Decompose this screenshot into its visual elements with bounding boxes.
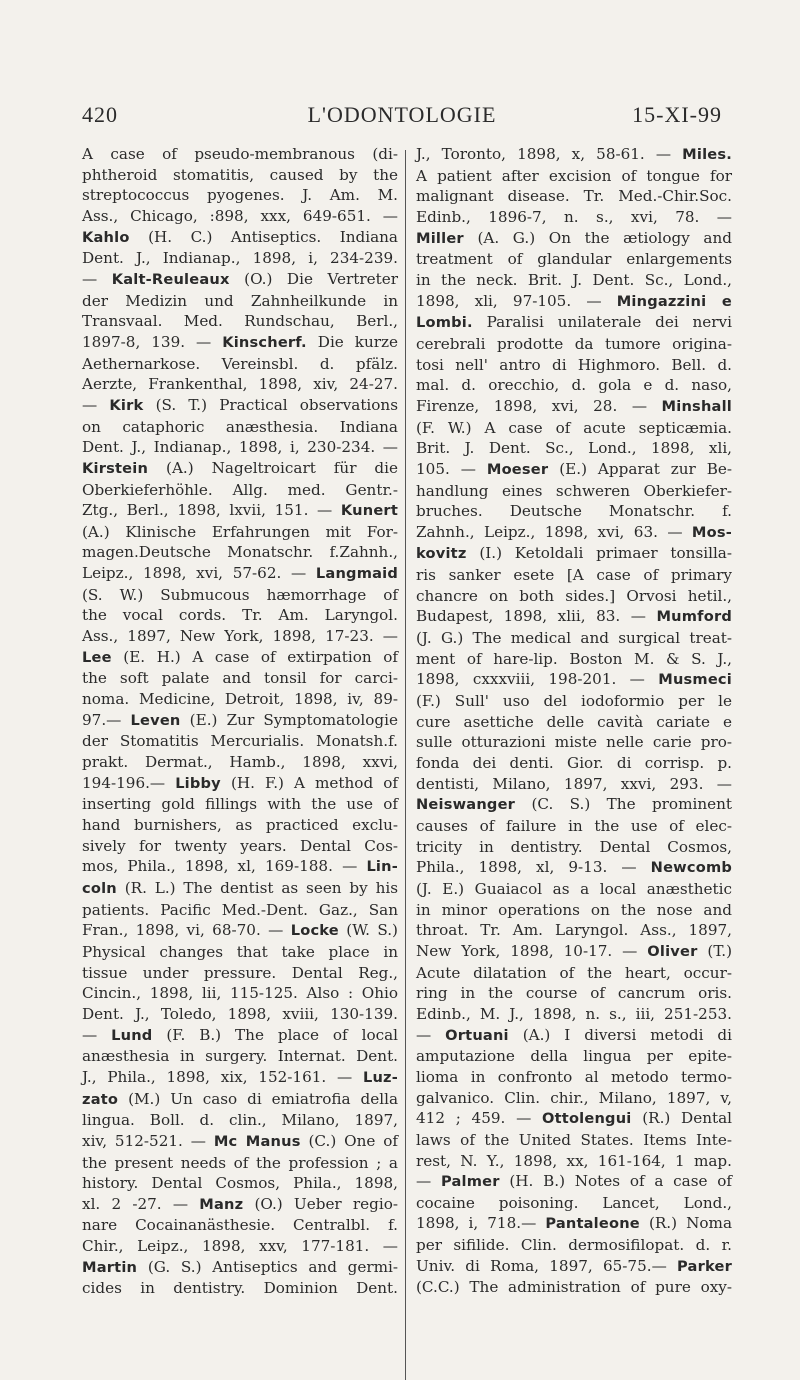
- text-line: [82, 480, 398, 501]
- text-line: [82, 1194, 398, 1216]
- line-text: (S. T.) Practical observations: [143, 395, 399, 414]
- text-line: [416, 396, 732, 418]
- text-line: [416, 565, 732, 586]
- line-text: Oberkieferhöhle. Allg. med. Gentr.-: [82, 480, 398, 499]
- text-line: [82, 227, 398, 249]
- author-name: Martin: [82, 1258, 138, 1276]
- line-text: —: [416, 1025, 446, 1044]
- text-line: [416, 228, 732, 250]
- line-text: ring in the course of cancrum oris.: [416, 984, 732, 1003]
- line-text: 105. —: [416, 459, 487, 478]
- author-name: Moeser: [486, 460, 549, 478]
- line-text: 97.—: [82, 710, 131, 729]
- text-line: [416, 249, 732, 270]
- text-line: [416, 753, 732, 774]
- text-line: [416, 1213, 732, 1235]
- text-line: [416, 501, 732, 522]
- left-column: [82, 144, 398, 1299]
- line-text: sively for twenty years. Dental Cos-: [82, 836, 398, 855]
- text-line: [416, 691, 732, 712]
- line-text: tosi nell' antro di Highmoro. Bell. d.: [416, 355, 732, 374]
- text-line: [82, 354, 398, 375]
- text-line: [82, 417, 398, 438]
- line-text: magen.Deutsche Monatschr. f.Zahnh.,: [82, 543, 398, 562]
- running-title: L'ODONTOLOGIE: [307, 102, 497, 127]
- line-text: amputazione della lingua per epite-: [416, 1047, 732, 1066]
- line-text: 1898, xli, 97-105. —: [416, 291, 617, 310]
- text-line: [416, 857, 732, 879]
- text-line: [82, 1257, 398, 1279]
- line-text: (R.) Noma: [639, 1214, 732, 1233]
- line-text: Firenze, 1898, xvi, 28. —: [416, 396, 662, 415]
- line-text: (O.) Die Vertreter: [229, 269, 398, 288]
- line-text: nare Cocainanästhesie. Centralbl. f.: [82, 1216, 398, 1235]
- text-line: [82, 1004, 398, 1025]
- author-name: Kirstein: [82, 459, 149, 477]
- text-line: [416, 649, 732, 670]
- line-text: (H. C.) Antiseptics. Indiana: [129, 227, 398, 246]
- line-text: Transvaal. Med. Rundschau, Berl.,: [82, 312, 398, 331]
- line-text: Brit. J. Dent. Sc., Lond., 1898, xli,: [416, 439, 732, 458]
- author-name: Manz: [199, 1195, 244, 1213]
- running-header: [82, 102, 722, 134]
- text-line: [82, 206, 398, 227]
- author-name: Palmer: [440, 1173, 500, 1191]
- text-line: [416, 144, 732, 166]
- line-text: anæsthesia in surgery. Internat. Dent.: [82, 1047, 398, 1066]
- line-text: malignant disease. Tr. Med.-Chir.Soc.: [416, 187, 732, 206]
- text-line: [416, 900, 732, 921]
- text-line: [82, 311, 398, 332]
- author-name: Kalt-Reuleaux: [111, 270, 230, 288]
- text-line: [82, 605, 398, 626]
- line-text: (C. S.) The prominent: [515, 795, 732, 814]
- text-line: [416, 1004, 732, 1025]
- author-name: Lombi.: [416, 314, 473, 332]
- line-text: patients. Pacific Med.-Dent. Gaz., San: [82, 900, 398, 919]
- text-line: [82, 144, 398, 165]
- line-text: Dent. J., Indianap., 1898, i, 230-234. —: [82, 438, 398, 457]
- line-text: ment of hare-lip. Boston M. & S. J.,: [416, 649, 732, 668]
- text-line: [416, 1256, 732, 1278]
- text-line: [416, 438, 732, 459]
- text-line: [416, 459, 732, 481]
- line-text: Dent. J., Indianap., 1898, i, 234-239.: [82, 249, 398, 268]
- line-text: Aethernarkose. Vereinsbl. d. pfälz.: [82, 354, 398, 373]
- author-name: Kinscherf.: [222, 333, 307, 351]
- line-text: Budapest, 1898, xlii, 83. —: [416, 607, 657, 626]
- text-line: [82, 900, 398, 921]
- text-line: [416, 186, 732, 207]
- line-text: J., Toronto, 1898, x, 58-61. —: [416, 145, 683, 163]
- author-name: coln: [82, 879, 117, 897]
- line-text: (G. S.) Antiseptics and germi-: [137, 1257, 398, 1276]
- text-line: [82, 563, 398, 585]
- right-column: [416, 144, 732, 1298]
- text-line: [416, 1025, 732, 1047]
- line-text: (C.) One of: [300, 1131, 398, 1150]
- line-text: the vocal cords. Tr. Am. Laryngol.: [82, 606, 398, 625]
- issue-date: 15-XI-99: [632, 102, 722, 127]
- text-line: [82, 710, 398, 732]
- line-text: (W. S.): [338, 921, 398, 940]
- line-text: (F. W.) A case of acute septicæmia.: [416, 418, 732, 437]
- line-text: 194-196.—: [82, 773, 176, 792]
- text-line: [82, 1215, 398, 1236]
- text-line: [416, 355, 732, 376]
- line-text: Acute dilatation of the heart, occur-: [416, 963, 732, 982]
- line-text: der Medizin und Zahnheilkunde in: [82, 291, 398, 310]
- text-line: [82, 542, 398, 563]
- line-text: Ass., Chicago, :898, xxx, 649-651. —: [82, 206, 398, 225]
- page-number: 420: [82, 102, 118, 127]
- line-text: (T.): [697, 941, 732, 960]
- author-name: Newcomb: [650, 859, 732, 877]
- author-name: Libby: [175, 774, 221, 792]
- text-line: [416, 1108, 732, 1130]
- author-name: Lund: [111, 1026, 153, 1044]
- text-line: [416, 1046, 732, 1067]
- line-text: bruches. Deutsche Monatschr. f.: [416, 502, 732, 521]
- author-name: Pantaleone: [545, 1215, 640, 1233]
- text-line: [416, 1088, 732, 1109]
- text-line: [82, 1131, 398, 1153]
- text-line: [416, 732, 732, 753]
- line-text: Phila., 1898, xl, 9-13. —: [416, 858, 651, 877]
- text-line: [416, 312, 732, 334]
- text-line: [82, 1025, 398, 1047]
- text-line: [416, 983, 732, 1004]
- line-text: lioma in confronto al metodo termo-: [416, 1067, 732, 1086]
- text-line: [82, 815, 398, 836]
- column-rule: [405, 150, 406, 1380]
- line-text: (O.) Ueber regio-: [243, 1194, 398, 1213]
- text-line: [82, 458, 398, 480]
- line-text: A patient after excision of tongue for: [416, 166, 732, 185]
- line-text: Edinb., M. J., 1898, n. s., iii, 251-253.: [416, 1004, 732, 1023]
- line-text: (H. B.) Notes of a case of: [499, 1172, 732, 1191]
- text-line: [416, 794, 732, 816]
- line-text: (H. F.) A method of: [220, 773, 398, 792]
- text-line: [416, 963, 732, 984]
- line-text: (E. H.) A case of extirpation of: [111, 647, 398, 666]
- line-text: the soft palate and tonsil for carci-: [82, 669, 398, 688]
- author-name: Musmeci: [658, 671, 732, 689]
- text-line: [416, 418, 732, 439]
- text-line: [82, 942, 398, 963]
- text-line: [82, 878, 398, 900]
- author-name: Miles.: [682, 146, 732, 163]
- text-line: [416, 270, 732, 291]
- line-text: (J. G.) The medical and surgical treat-: [416, 629, 732, 648]
- line-text: Die kurze: [306, 332, 398, 351]
- text-line: [416, 375, 732, 396]
- text-line: [82, 794, 398, 815]
- author-name: Oliver: [647, 942, 698, 960]
- line-text: in minor operations on the nose and: [416, 900, 732, 919]
- text-line: [416, 291, 732, 313]
- text-line: [82, 1089, 398, 1111]
- line-text: —: [82, 395, 110, 414]
- text-line: [82, 668, 398, 689]
- text-line: [82, 395, 398, 417]
- line-text: throat. Tr. Am. Laryngol. Ass., 1897,: [416, 921, 732, 940]
- line-text: xiv, 512-521. —: [82, 1131, 214, 1150]
- text-line: [82, 1046, 398, 1067]
- author-name: Luz-: [362, 1068, 398, 1086]
- text-line: [82, 332, 398, 354]
- text-line: [416, 628, 732, 649]
- text-line: [416, 1171, 732, 1193]
- line-text: (I.) Ketoldali primaer tonsilla-: [466, 544, 732, 563]
- text-line: [416, 712, 732, 733]
- line-text: cerebrali prodotte da tumore origina-: [416, 334, 732, 353]
- author-name: Ottolengui: [541, 1110, 632, 1128]
- line-text: (M.) Un caso di emiatrofia della: [118, 1089, 398, 1108]
- author-name: Ortuani: [445, 1026, 509, 1044]
- line-text: cure asettiche delle cavità cariate e: [416, 712, 732, 731]
- line-text: ris sanker esete [A case of primary: [416, 566, 732, 585]
- text-line: [416, 879, 732, 900]
- line-text: Ass., 1897, New York, 1898, 17-23. —: [82, 627, 398, 646]
- line-text: treatment of glandular enlargements: [416, 250, 732, 269]
- text-line: [82, 1153, 398, 1174]
- line-text: on cataphoric anæsthesia. Indiana: [82, 417, 398, 436]
- line-text: hand burnishers, as practiced exclu-: [82, 816, 398, 834]
- line-text: handlung eines schweren Oberkiefer-: [416, 481, 732, 500]
- text-line: [82, 585, 398, 606]
- line-text: (A.) Nageltroicart für die: [148, 458, 398, 477]
- line-text: Cincin., 1898, lii, 115-125. Also : Ohio: [82, 984, 398, 1003]
- text-line: [416, 774, 732, 795]
- text-line: [82, 731, 398, 752]
- text-line: [82, 920, 398, 942]
- text-line: [82, 752, 398, 773]
- author-name: Mc Manus: [213, 1132, 301, 1150]
- author-name: Leven: [130, 711, 181, 729]
- author-name: Mingazzini e: [616, 292, 732, 310]
- line-text: 1897-8, 139. —: [82, 332, 223, 351]
- author-name: Parker: [677, 1257, 732, 1275]
- text-line: [416, 816, 732, 837]
- line-text: cides in dentistry. Dominion Dent.: [82, 1279, 398, 1298]
- text-line: [82, 836, 398, 857]
- line-text: causes of failure in the use of elec-: [416, 817, 732, 835]
- text-line: [416, 1151, 732, 1172]
- line-text: chancre on both sides.] Orvosi hetil.,: [416, 586, 732, 605]
- text-line: [416, 941, 732, 963]
- line-text: (C.C.) The administration of pure oxy-: [416, 1278, 732, 1297]
- text-line: [82, 1173, 398, 1194]
- line-text: 1898, cxxxviii, 198-201. —: [416, 670, 659, 689]
- line-text: mos, Phila., 1898, xl, 169-188. —: [82, 857, 367, 876]
- text-line: [82, 689, 398, 710]
- author-name: Langmaid: [315, 565, 398, 583]
- line-text: tissue under pressure. Dental Reg.,: [82, 963, 398, 982]
- text-line: [82, 248, 398, 269]
- text-line: [416, 669, 732, 691]
- author-name: Mumford: [656, 608, 732, 626]
- text-line: [416, 1277, 732, 1298]
- line-text: —: [82, 269, 112, 288]
- text-line: [82, 185, 398, 206]
- author-name: Minshall: [661, 397, 732, 415]
- author-name: Miller: [416, 229, 464, 247]
- author-name: Lee: [82, 648, 112, 666]
- line-text: der Stomatitis Mercurialis. Monatsh.f.: [82, 732, 398, 751]
- line-text: mal. d. orecchio, d. gola e d. naso,: [416, 376, 732, 395]
- line-text: (A.) I diversi metodi di: [508, 1025, 732, 1044]
- text-line: [416, 1130, 732, 1151]
- text-line: [82, 374, 398, 395]
- author-name: Neiswanger: [416, 796, 516, 814]
- text-line: [82, 647, 398, 669]
- line-text: (R. L.) The dentist as seen by his: [116, 878, 398, 897]
- line-text: (A.) Klinische Erfahrungen mit For-: [82, 522, 398, 541]
- text-line: [82, 291, 398, 312]
- text-line: [416, 522, 732, 544]
- line-text: New York, 1898, 10-17. —: [416, 941, 648, 960]
- text-line: [416, 1235, 732, 1256]
- line-text: dentisti, Milano, 1897, xxvi, 293. —: [416, 774, 732, 793]
- text-line: [82, 269, 398, 291]
- line-text: streptococcus pyogenes. J. Am. M.: [82, 186, 398, 205]
- line-text: Univ. di Roma, 1897, 65-75.—: [416, 1256, 678, 1275]
- text-line: [416, 543, 732, 565]
- text-line: [82, 856, 398, 878]
- text-line: [416, 920, 732, 941]
- text-line: [82, 1067, 398, 1089]
- text-line: [82, 983, 398, 1004]
- line-text: Chir., Leipz., 1898, xxv, 177-181. —: [82, 1237, 398, 1256]
- line-text: (A. G.) On the ætiology and: [463, 228, 732, 247]
- line-text: per sifilide. Clin. dermosifilopat. d. r.: [416, 1236, 732, 1255]
- line-text: —: [82, 1025, 112, 1044]
- line-text: tricity in dentistry. Dental Cosmos,: [416, 837, 732, 856]
- line-text: Physical changes that take place in: [82, 942, 398, 961]
- author-name: Kahlo: [82, 228, 130, 246]
- line-text: Zahnh., Leipz., 1898, xvi, 63. —: [416, 522, 692, 541]
- line-text: fonda dei denti. Gior. di corrisp. p.: [416, 754, 732, 773]
- line-text: galvanico. Clin. chir., Milano, 1897, v,: [416, 1088, 732, 1107]
- text-line: [82, 437, 398, 458]
- line-text: rest, N. Y., 1898, xx, 161-164, 1 map.: [416, 1151, 732, 1170]
- text-line: [416, 586, 732, 607]
- line-text: J., Phila., 1898, xix, 152-161. —: [82, 1067, 363, 1086]
- text-line: [82, 500, 398, 522]
- line-text: Leipz., 1898, xvi, 57-62. —: [82, 564, 316, 583]
- text-line: [82, 626, 398, 647]
- text-line: [82, 1236, 398, 1257]
- line-text: in the neck. Brit. J. Dent. Sc., Lond.,: [416, 270, 732, 289]
- line-text: history. Dental Cosmos, Phila., 1898,: [82, 1174, 398, 1193]
- text-line: [82, 165, 398, 186]
- line-text: (S. W.) Submucous hæmorrhage of: [82, 585, 398, 604]
- line-text: (E.) Apparat zur Be-: [548, 459, 732, 478]
- text-line: [82, 522, 398, 543]
- text-line: [416, 837, 732, 858]
- line-text: Aerzte, Frankenthal, 1898, xiv, 24-27.: [82, 375, 398, 394]
- line-text: Paralisi unilaterale dei nervi: [472, 313, 732, 332]
- author-name: Kirk: [109, 396, 144, 414]
- line-text: noma. Medicine, Detroit, 1898, iv, 89-: [82, 690, 398, 709]
- line-text: (J. E.) Guaiacol as a local anæsthetic: [416, 879, 732, 898]
- line-text: (R.) Dental: [631, 1109, 733, 1128]
- text-line: [416, 334, 732, 355]
- text-line: [416, 1193, 732, 1214]
- author-name: Locke: [290, 922, 339, 940]
- text-line: [82, 963, 398, 984]
- line-text: Edinb., 1896-7, n. s., xvi, 78. —: [416, 207, 732, 226]
- line-text: Fran., 1898, vi, 68-70. —: [82, 921, 291, 940]
- text-line: [416, 207, 732, 228]
- text-line: [416, 481, 732, 502]
- line-text: 1898, i, 718.—: [416, 1214, 546, 1233]
- line-text: inserting gold fillings with the use of: [82, 795, 398, 814]
- line-text: prakt. Dermat., Hamb., 1898, xxvi,: [82, 753, 398, 772]
- author-name: Mos-: [691, 523, 732, 541]
- line-text: A case of pseudo-membranous (di-: [82, 145, 398, 163]
- text-line: [82, 1278, 398, 1299]
- line-text: (E.) Zur Symptomatologie: [180, 710, 399, 729]
- line-text: xl. 2 -27. —: [82, 1194, 200, 1213]
- line-text: —: [416, 1172, 441, 1191]
- text-line: [416, 606, 732, 628]
- line-text: lingua. Boll. d. clin., Milano, 1897,: [82, 1111, 398, 1130]
- line-text: Dent. J., Toledo, 1898, xviii, 130-139.: [82, 1004, 398, 1023]
- line-text: 412 ; 459. —: [416, 1109, 542, 1128]
- line-text: cocaine poisoning. Lancet, Lond.,: [416, 1193, 732, 1212]
- line-text: laws of the United States. Items Inte-: [416, 1130, 732, 1149]
- line-text: Ztg., Berl., 1898, lxvii, 151. —: [82, 501, 341, 520]
- line-text: sulle otturazioni miste nelle carie pro-: [416, 733, 732, 752]
- author-name: zato: [82, 1090, 119, 1108]
- text-line: [416, 1067, 732, 1088]
- line-text: (F.) Sull' uso del iodoformio per le: [416, 692, 732, 711]
- author-name: Kunert: [340, 502, 398, 520]
- author-name: Lin-: [366, 858, 398, 876]
- author-name: kovitz: [416, 545, 467, 563]
- text-line: [82, 773, 398, 795]
- line-text: (F. B.) The place of local: [152, 1025, 399, 1044]
- text-line: [416, 166, 732, 187]
- text-line: [82, 1110, 398, 1131]
- line-text: phtheroid stomatitis, caused by the: [82, 165, 398, 184]
- line-text: the present needs of the profession ; a: [82, 1153, 398, 1172]
